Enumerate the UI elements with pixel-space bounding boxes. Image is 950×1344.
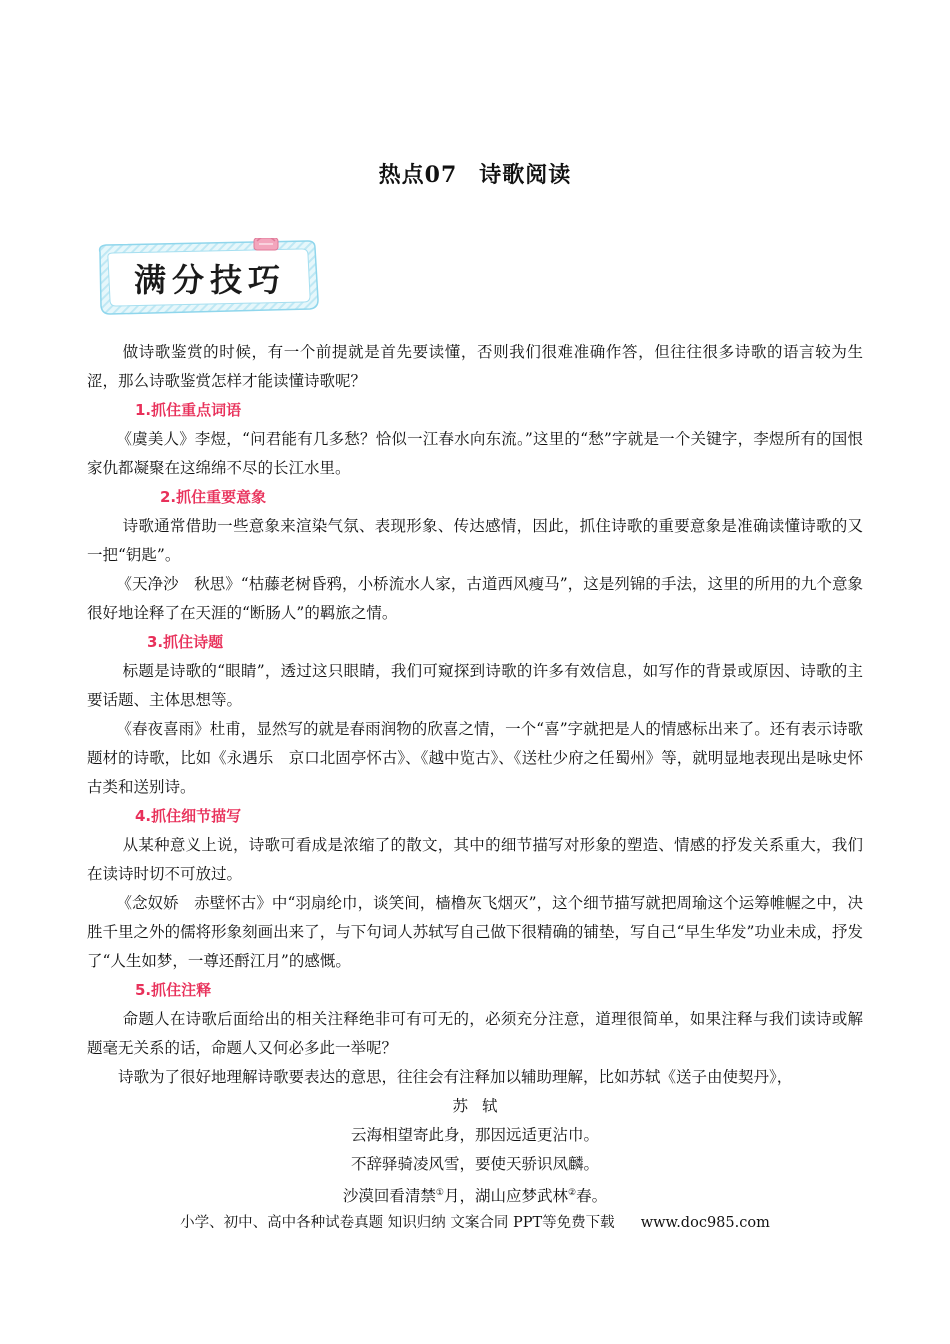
title-text: 诗歌阅读 [479,162,572,188]
page-title [0,158,950,189]
section-heading-5: 5.抓住注释 [135,981,212,999]
footer-text: 小学、初中、高中各种试卷真题 知识归纳 文案合同 PPT等免费下载 [180,1215,615,1231]
section-5-paragraph-2: 诗歌为了很好地理解诗歌要表达的意思，往往会有注释加以辅助理解，比如苏轼《送子由使契丹》， [118,1068,793,1086]
section-heading-3: 3.抓住诗题 [147,633,224,651]
footer-url: www.doc985.com [640,1215,770,1231]
badge-text: 满分技巧 [133,261,287,299]
page-footer [0,1211,950,1232]
footnote-marker: ① [435,1188,444,1198]
section-4-paragraph-1: 从某种意义上说，诗歌可看成是浓缩了的散文，其中的细节描写对形象的塑造、情感的抒发关系重大，我们在读诗时切不可放过。 [87,836,863,883]
section-badge [94,238,322,318]
poem-author: 苏轼 [452,1097,512,1115]
section-heading-2: 2.抓住重要意象 [160,488,267,506]
poem-line [87,1179,863,1211]
section-3-paragraph-1: 标题是诗歌的“眼睛”，透过这只眼睛，我们可窥探到诗歌的许多有效信息，如写作的背景或原因、诗歌的主要话题、主体思想等。 [87,662,863,709]
poem-line: 云海相望寄此身，那因远适更沾巾。 [350,1126,599,1144]
footnote-marker: ② [568,1188,577,1198]
section-3-paragraph-2: 《春夜喜雨》杜甫，显然写的就是春雨润物的欣喜之情，一个“喜”字就把是人的情感标出来了。还有表示诗歌题材的诗歌，比如《永遇乐 京口北固亭怀古》、《越中览古》、《送杜少府之任蜀州》等，就明显地表现出是咏史怀古类和送别诗。 [87,720,863,796]
poem-line: 不辞驿骑凌风雪，要使天骄识凤麟。 [350,1155,599,1173]
title-prefix: 热点07 [378,162,458,188]
binder-clip-icon [254,238,278,250]
section-5-paragraph-1: 命题人在诗歌后面给出的相关注释绝非可有可无的，必须充分注意，道理很简单，如果注释与我们读诗或解题毫无关系的话，命题人又何必多此一举呢？ [87,1010,863,1057]
intro-paragraph: 做诗歌鉴赏的时候，有一个前提就是首先要读懂，否则我们很难准确作答，但往往很多诗歌的语言较为生涩，那么诗歌鉴赏怎样才能读懂诗歌呢？ [87,343,863,390]
section-1-paragraph-1: 《虞美人》李煜，“问君能有几多愁？恰似一江春水向东流。”这里的“愁”字就是一个关键字，李煜所有的国恨家仇都凝聚在这绵绵不尽的长江水里。 [87,430,863,477]
poem-text: 沙漠回看清禁 [342,1187,436,1206]
section-4-paragraph-2: 《念奴娇 赤壁怀古》中“羽扇纶巾，谈笑间，樯橹灰飞烟灭”，这个细节描写就把周瑜这个运筹帷幄之中，决胜千里之外的儒将形象刻画出来了，与下句词人苏轼写自己做下很精确的铺垫，写自己“早生华发”功业未成，抒发了“人生如梦，一尊还酹江月”的感慨。 [87,894,863,970]
section-heading-4: 4.抓住细节描写 [135,807,242,825]
poem-text: 月，湖山应梦武林 [443,1187,568,1206]
section-2-paragraph-1: 诗歌通常借助一些意象来渲染气氛、表现形象、传达感情，因此，抓住诗歌的重要意象是准确读懂诗歌的又一把“钥匙”。 [87,517,863,564]
section-2-paragraph-2: 《天净沙 秋思》“枯藤老树昏鸦，小桥流水人家，古道西风瘦马”，这是列锦的手法，这里的所用的九个意象很好地诠释了在天涯的“断肠人”的羁旅之情。 [87,575,863,622]
article-body [87,338,863,1211]
poem-text: 春。 [576,1187,608,1206]
section-heading-1: 1.抓住重点词语 [135,401,242,419]
